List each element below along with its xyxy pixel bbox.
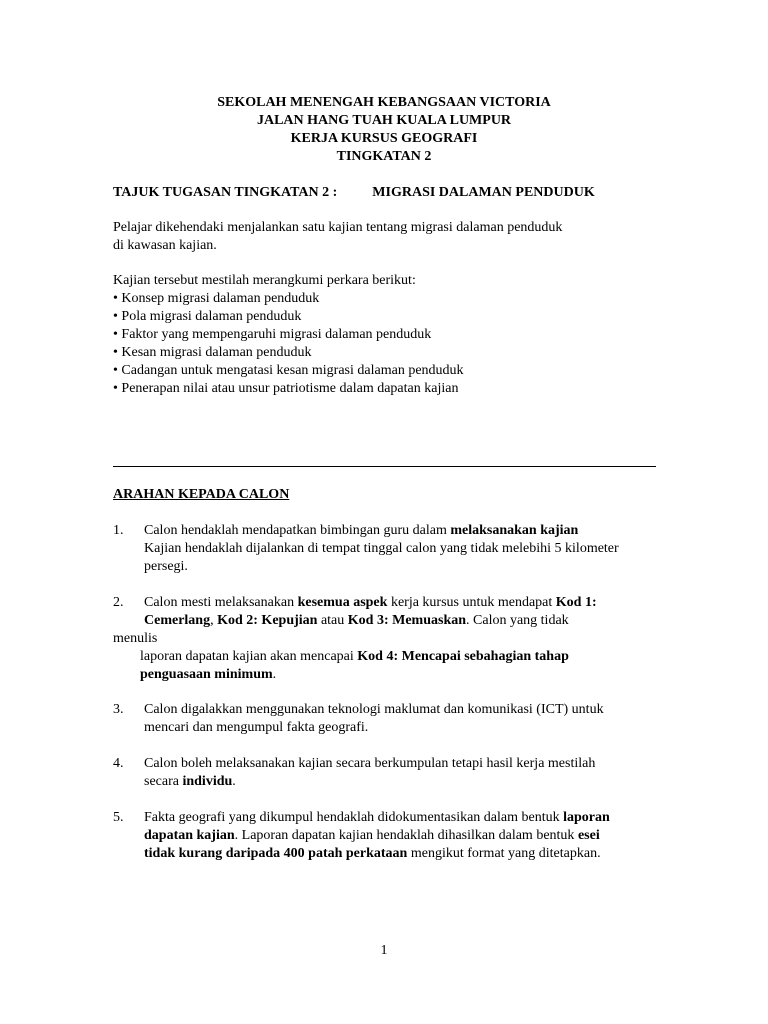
- item-5-line-1: [144, 809, 610, 827]
- item-2-line-4: [140, 648, 569, 666]
- item-1-line-1: [144, 522, 578, 540]
- item-2-line-2: [144, 612, 569, 630]
- item-2-line-5: [140, 666, 276, 684]
- list-item: • Pola migrasi dalaman penduduk: [113, 309, 302, 324]
- document-header: [0, 94, 768, 166]
- item-2-bold-kod1: Kod 1:: [555, 595, 597, 610]
- item-2-text: .: [272, 667, 277, 682]
- item-5-bold-laporan: laporan: [563, 810, 610, 825]
- item-2-bold-kod3: Kod 3: Memuaskan: [347, 613, 467, 628]
- item-5-bold-dapatan: dapatan kajian: [144, 828, 235, 843]
- item-4-line-2: [144, 773, 236, 791]
- item-2-text: ,: [210, 613, 218, 628]
- item-4-text: .: [232, 774, 236, 789]
- topic-label: TAJUK TUGASAN TINGKATAN 2 :: [113, 185, 338, 200]
- item-5-number: 5.: [113, 810, 124, 825]
- form-level: TINGKATAN 2: [336, 149, 432, 164]
- instructions-heading: ARAHAN KEPADA CALON: [113, 487, 290, 502]
- item-2-bold-cemerlang: Cemerlang: [144, 613, 211, 628]
- page-number: 1: [380, 943, 388, 958]
- item-5-line-3: [144, 845, 601, 863]
- item-1-line-2: Kajian hendaklah dijalankan di tempat tinggal calon yang tidak melebihi 5 kilometer: [144, 541, 619, 556]
- item-2-text: atau: [317, 613, 348, 628]
- item-5-text: . Laporan dapatan kajian hendaklah dihasilkan dalam bentuk: [234, 828, 578, 843]
- list-item: • Kesan migrasi dalaman penduduk: [113, 345, 312, 360]
- intro-line-1: Pelajar dikehendaki menjalankan satu kajian tentang migrasi dalaman penduduk: [113, 220, 563, 235]
- list-item: • Cadangan untuk mengatasi kesan migrasi dalaman penduduk: [113, 363, 464, 378]
- item-4-text: secara: [144, 774, 183, 789]
- item-5-line-2: [144, 827, 600, 845]
- scope-lead: Kajian tersebut mestilah merangkumi perkara berikut:: [113, 273, 416, 288]
- item-2-bold-kod2: Kod 2: Kepujian: [217, 613, 318, 628]
- item-1-bold: melaksanakan kajian: [450, 523, 579, 538]
- item-4-number: 4.: [113, 756, 124, 771]
- topic-line: [113, 184, 595, 202]
- item-3-number: 3.: [113, 702, 124, 717]
- list-item: • Konsep migrasi dalaman penduduk: [113, 291, 320, 306]
- intro-line-2: di kawasan kajian.: [113, 238, 217, 253]
- section-divider: [113, 466, 656, 467]
- item-3-line-2: mencari dan mengumpul fakta geografi.: [144, 720, 369, 735]
- item-4-bold-individu: individu: [182, 774, 233, 789]
- scope-list: [113, 290, 464, 398]
- item-2-number: 2.: [113, 595, 124, 610]
- school-address: JALAN HANG TUAH KUALA LUMPUR: [256, 113, 512, 128]
- item-2-text: Calon mesti melaksanakan: [144, 595, 298, 610]
- item-5-bold-esei: esei: [577, 828, 600, 843]
- item-2-line-3: menulis: [113, 631, 158, 646]
- item-5-text: Fakta geografi yang dikumpul hendaklah didokumentasikan dalam bentuk: [144, 810, 564, 825]
- item-2-line-1: [144, 594, 597, 612]
- item-3-line-1: Calon digalakkan menggunakan teknologi maklumat dan komunikasi (ICT) untuk: [144, 702, 604, 717]
- school-name: SEKOLAH MENENGAH KEBANGSAAN VICTORIA: [217, 95, 551, 110]
- item-2-bold-minimum: penguasaan minimum: [140, 667, 273, 682]
- course-title: KERJA KURSUS GEOGRAFI: [290, 131, 478, 146]
- item-1-number: 1.: [113, 523, 124, 538]
- topic-title: MIGRASI DALAMAN PENDUDUK: [372, 185, 595, 200]
- list-item: • Faktor yang mempengaruhi migrasi dalaman penduduk: [113, 327, 432, 342]
- item-2-text: laporan dapatan kajian akan mencapai: [140, 649, 358, 664]
- list-item: • Penerapan nilai atau unsur patriotisme dalam dapatan kajian: [113, 381, 459, 396]
- item-2-bold-aspect: kesemua aspek: [297, 595, 388, 610]
- item-2-text: kerja kursus untuk mendapat: [387, 595, 556, 610]
- item-1-line-3: persegi.: [144, 559, 188, 574]
- item-5-text: mengikut format yang ditetapkan.: [407, 846, 601, 861]
- item-4-line-1: Calon boleh melaksanakan kajian secara berkumpulan tetapi hasil kerja mestilah: [144, 756, 596, 771]
- item-2-text: . Calon yang tidak: [466, 613, 569, 628]
- item-1-text: Calon hendaklah mendapatkan bimbingan guru dalam: [144, 523, 451, 538]
- item-5-bold-length: tidak kurang daripada 400 patah perkataan: [144, 846, 408, 861]
- item-2-bold-kod4: Kod 4: Mencapai sebahagian tahap: [357, 649, 569, 664]
